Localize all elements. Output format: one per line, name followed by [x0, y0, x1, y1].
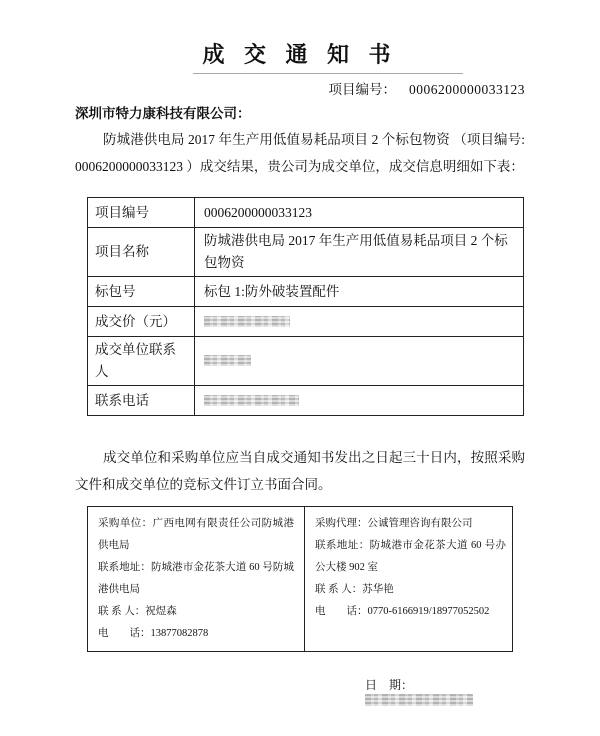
agent-address-line: 联系地址：防城港市金花茶大道 60 号办公大楼 902 室 [315, 540, 506, 573]
award-row-value: 标包 1:防外破装置配件 [195, 277, 524, 307]
agent-cell [305, 507, 513, 652]
redacted-price-value [204, 316, 290, 327]
date-label: 日 期： [365, 678, 414, 692]
award-row-value [195, 307, 524, 337]
redacted-contact-name [204, 355, 251, 366]
award-row-value [195, 386, 524, 416]
award-row-value [195, 337, 524, 386]
purchaser-phone-line: 电 话：13877082878 [98, 628, 209, 639]
award-row-label: 联系电话 [88, 386, 195, 416]
award-row-label: 标包号 [88, 277, 195, 307]
intro-paragraph: 防城港供电局 2017 年生产用低值易耗品项目 2 个标包物资 （项目编号: 0006200000033123 ）成交结果，贵公司为成交单位，成交信息明细如下表： [75, 132, 525, 174]
contact-info-table [87, 506, 513, 652]
purchaser-unit-line: 采购单位：广西电网有限责任公司防城港供电局 [98, 518, 294, 551]
award-info-table [87, 197, 524, 416]
table-row [88, 277, 524, 307]
table-row [88, 507, 513, 652]
table-row [88, 386, 524, 416]
agent-phone-line: 电 话：0770-6166919/18977052502 [315, 606, 490, 617]
table-row [88, 228, 524, 277]
award-row-label: 成交单位联系人 [88, 337, 195, 386]
purchaser-contact-line: 联 系 人：祝煜森 [98, 606, 177, 617]
date-line [75, 677, 525, 709]
award-row-label: 成交价（元） [88, 307, 195, 337]
award-row-label: 项目编号 [88, 198, 195, 228]
table-row [88, 337, 524, 386]
purchaser-cell [88, 507, 305, 652]
title-underline [193, 73, 463, 74]
purchaser-address-line: 联系地址：防城港市金花茶大道 60 号防城港供电局 [98, 562, 294, 595]
document-title: 成 交 通 知 书 [202, 42, 398, 67]
project-number-line [75, 81, 525, 98]
agent-contact-line: 联 系 人：苏华艳 [315, 584, 394, 595]
recipient-name: 深圳市特力康科技有限公司： [75, 106, 251, 121]
agent-unit-line: 采购代理：公诚管理咨询有限公司 [315, 518, 473, 529]
project-number-value: 0006200000033123 [409, 82, 525, 97]
project-number-label: 项目编号： [328, 82, 396, 97]
award-row-value: 防城港供电局 2017 年生产用低值易耗品项目 2 个标包物资 [195, 228, 524, 277]
award-row-value: 0006200000033123 [195, 198, 524, 228]
table-row [88, 307, 524, 337]
redacted-date-value [365, 694, 473, 706]
title-block [75, 42, 525, 68]
table-row [88, 198, 524, 228]
award-row-label: 项目名称 [88, 228, 195, 277]
redacted-phone-number [204, 395, 299, 406]
notice-paragraph: 成交单位和采购单位应当自成交通知书发出之日起三十日内，按照采购文件和成交单位的竞标文件订立书面合同。 [75, 450, 525, 492]
